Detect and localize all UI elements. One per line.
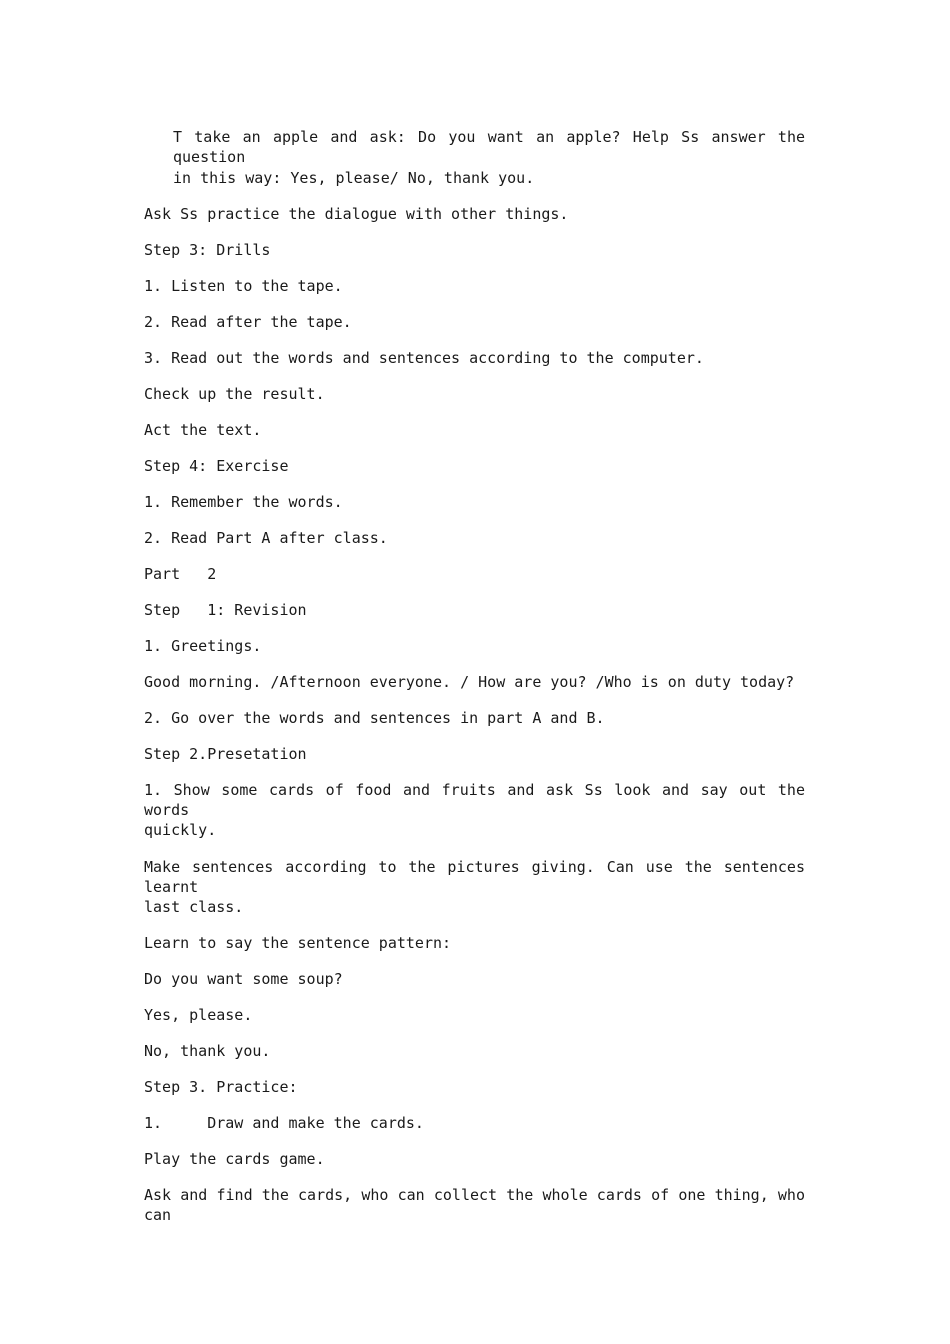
text-line: Check up the result.: [144, 385, 325, 403]
list-item: 1. Greetings.: [144, 637, 262, 655]
text-line: quickly.: [144, 821, 217, 839]
text-line: Make sentences according to the pictures giving. Can use the sentences learnt: [144, 858, 805, 896]
list-item: 1. Draw and make the cards.: [144, 1114, 424, 1132]
list-item: 1. Listen to the tape.: [144, 277, 343, 295]
part-heading: Part 2: [144, 565, 217, 583]
text-line: Do you want some soup?: [144, 970, 343, 988]
list-item: 2. Read after the tape.: [144, 313, 352, 331]
text-line: Play the cards game.: [144, 1150, 325, 1168]
section-heading: Step 3. Practice:: [144, 1078, 298, 1096]
section-heading: Step 2.Presetation: [144, 745, 307, 763]
list-item: 3. Read out the words and sentences according to the computer.: [144, 349, 704, 367]
list-item: 2. Go over the words and sentences in part A and B.: [144, 709, 605, 727]
list-item: 1. Show some cards of food and fruits and ask Ss look and say out the words: [144, 781, 805, 819]
section-heading: Step 4: Exercise: [144, 457, 289, 475]
text-line: T take an apple and ask: Do you want an apple? Help Ss answer the question: [173, 128, 805, 166]
section-heading: Step 1: Revision: [144, 601, 307, 619]
list-item: 1. Remember the words.: [144, 493, 343, 511]
text-line: Act the text.: [144, 421, 262, 439]
text-line: Good morning. /Afternoon everyone. / How are you? /Who is on duty today?: [144, 673, 795, 691]
text-line: last class.: [144, 898, 244, 916]
text-line: Ask and find the cards, who can collect the whole cards of one thing, who can: [144, 1186, 805, 1224]
text-line: No, thank you.: [144, 1042, 271, 1060]
text-line: Learn to say the sentence pattern:: [144, 934, 452, 952]
list-item: 2. Read Part A after class.: [144, 529, 388, 547]
text-line: in this way: Yes, please/ No, thank you.: [173, 169, 535, 187]
text-line: Ask Ss practice the dialogue with other things.: [144, 205, 569, 223]
text-line: Yes, please.: [144, 1006, 253, 1024]
section-heading: Step 3: Drills: [144, 241, 271, 259]
